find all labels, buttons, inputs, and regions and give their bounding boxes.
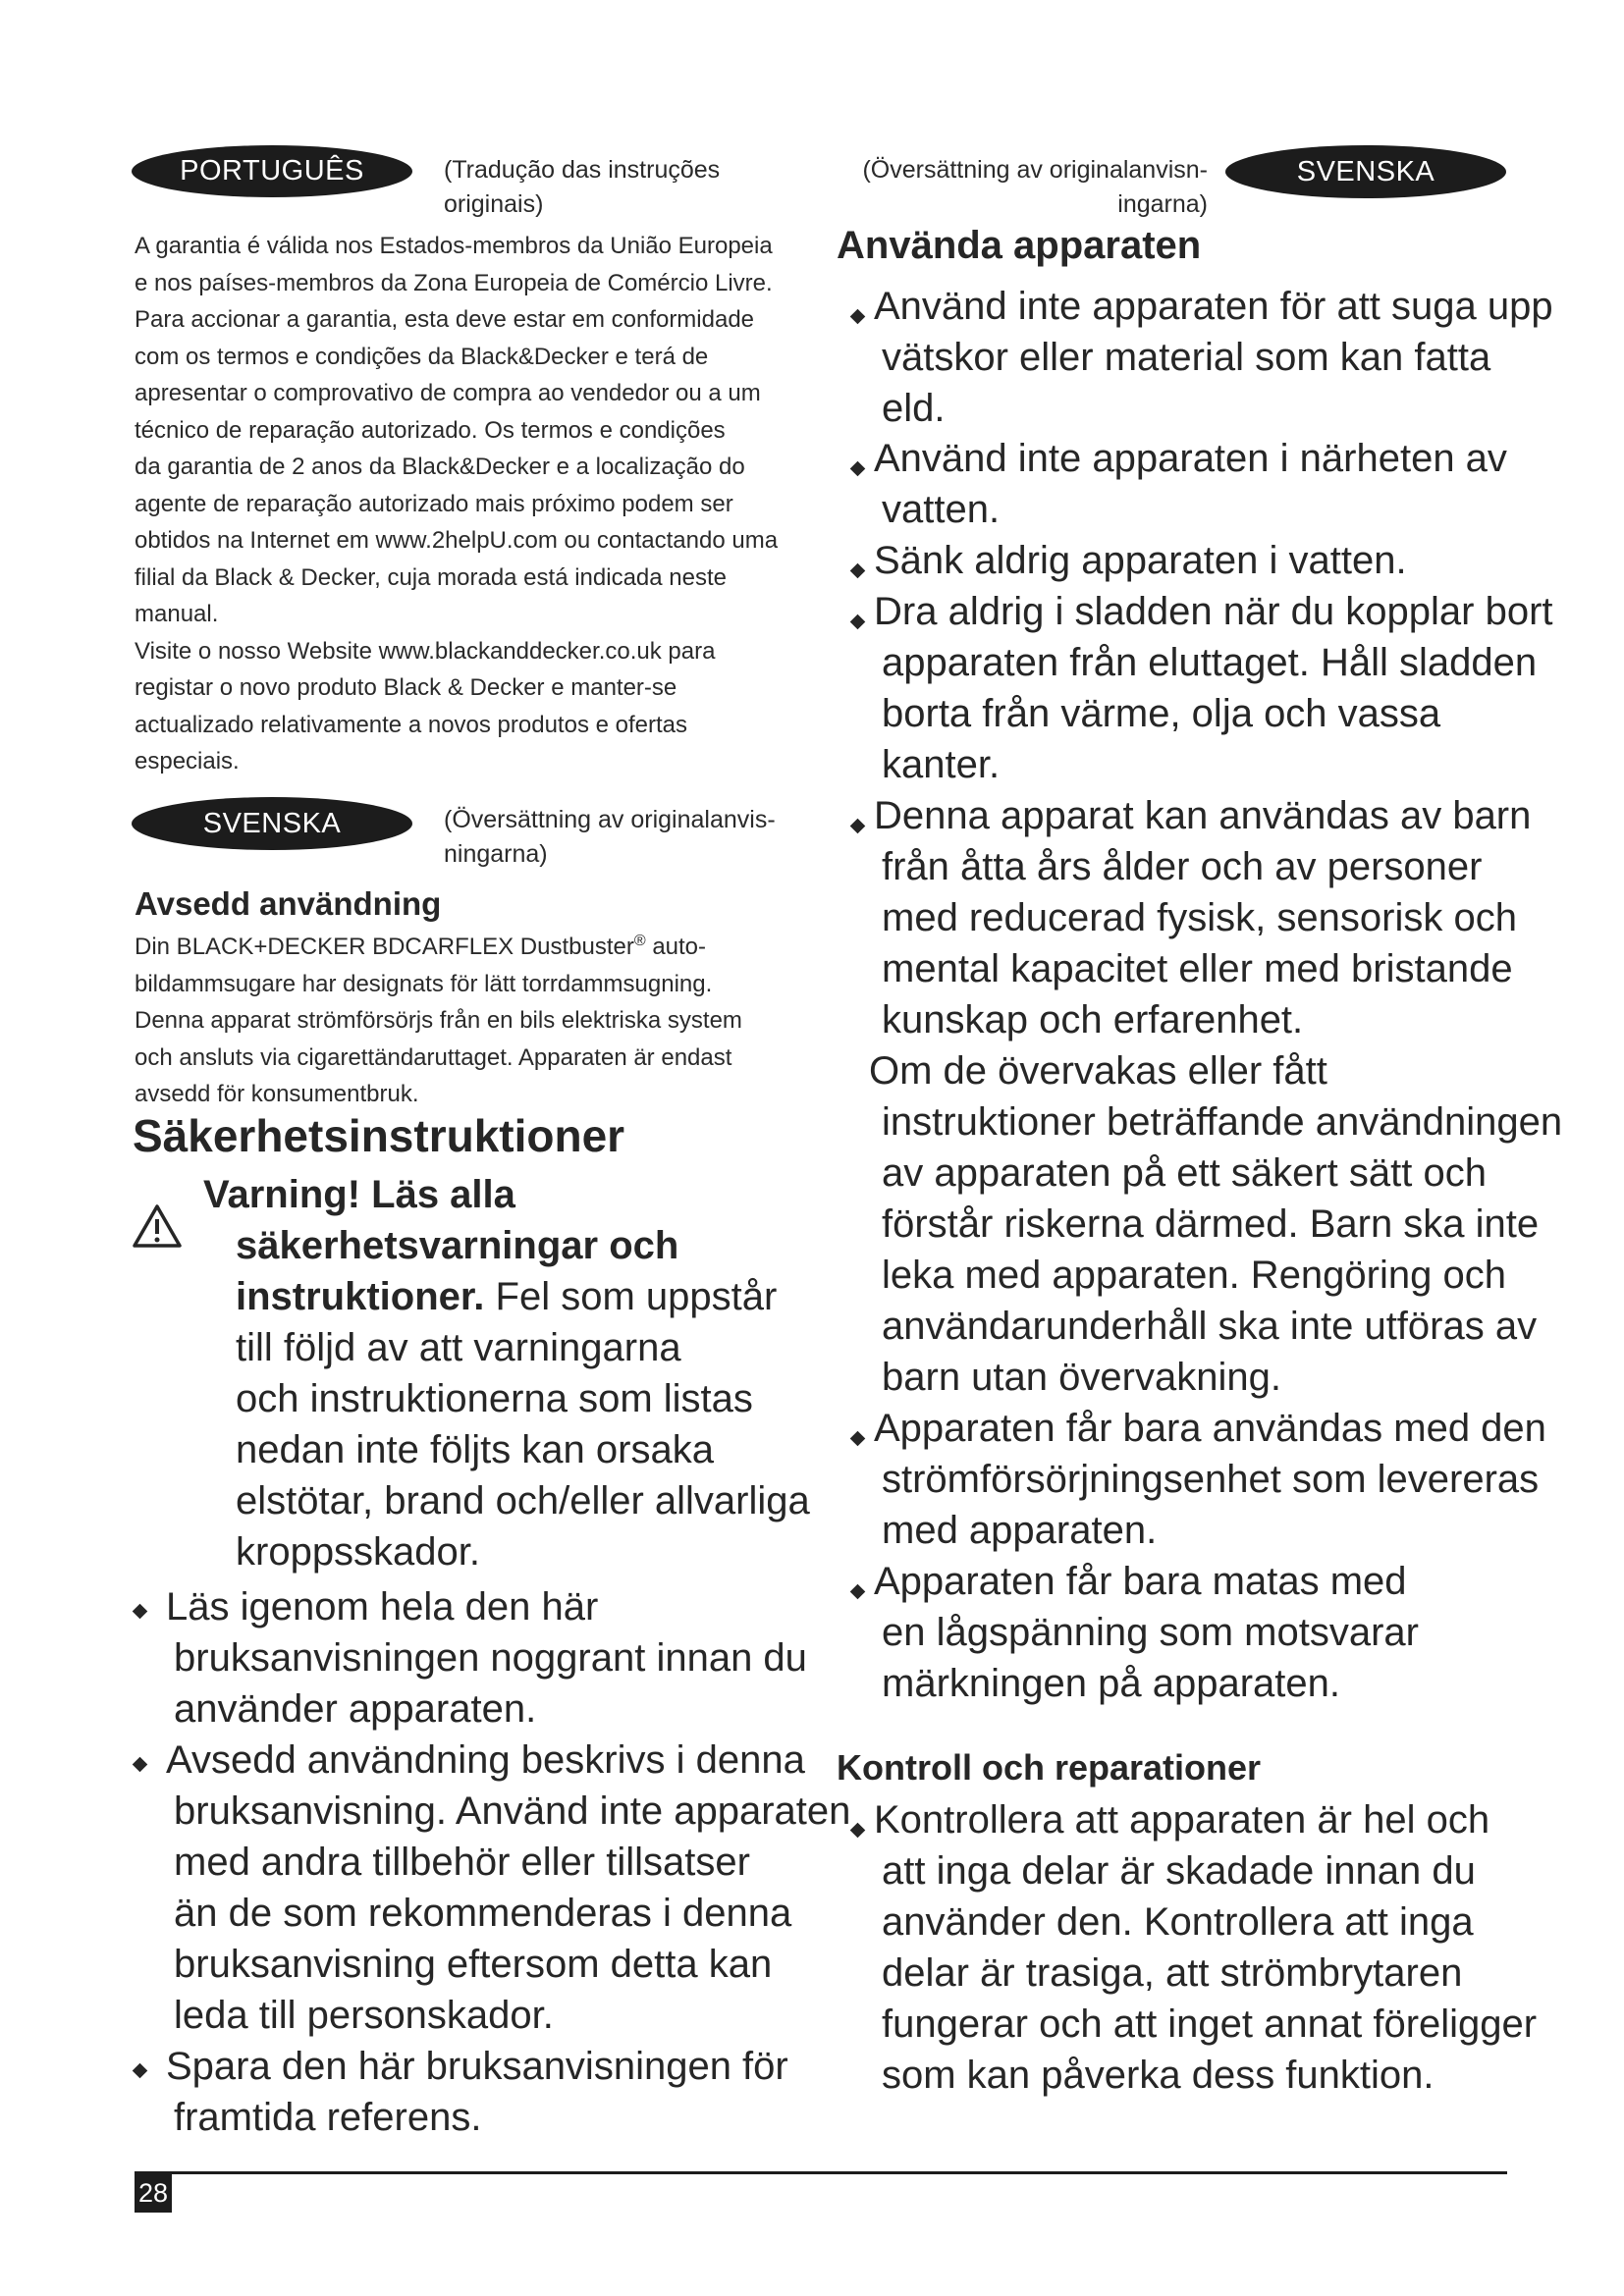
sv-translation-note-right: (Översättning av originalanvisn- ingarna)	[862, 156, 1208, 218]
left-bullet-3: Spara den här bruksanvisningen för framtida referens.	[166, 2045, 788, 2139]
check-repair-heading: Kontroll och reparationer	[837, 1747, 1262, 1788]
bullet-marker	[133, 2063, 148, 2079]
supervision-paragraph: Om de övervakas eller fått instruktioner beträffande användningen av apparaten på ett säkert sätt och förstår riskerna därmed. Barn ska inte leka med apparaten. Rengöring och användarunderhåll ska inte utföras av barn utan övervakning.	[869, 1049, 1563, 1399]
svenska-badge-right: SVENSKA	[1225, 145, 1506, 198]
right-bullet-7: Apparaten får bara matas med en lågspänning som motsvarar märkningen på apparaten.	[874, 1560, 1419, 1705]
portugues-badge: PORTUGUÊS	[132, 145, 412, 197]
right-bullet-4: Dra aldrig i sladden när du kopplar bort apparaten från eluttaget. Håll sladden borta från värme, olja och vassa kanter.	[874, 590, 1553, 786]
warning-line-1: Varning! Läs alla	[203, 1173, 515, 1216]
right-bullet-1: Använd inte apparaten för att suga upp vätskor eller material som kan fatta eld.	[874, 285, 1553, 430]
pt-warranty-paragraph: A garantia é válida nos Estados-membros da União Europeia e nos países-membros da Zona Europeia de Comércio Livre. Para accionar a garantia, esta deve estar em conformidade com os termos e condições da Black&Decker e terá de apresentar o comprovativo de compra ao vendedor ou a um técnico de reparação autorizado. Os termos e condições da garantia de 2 anos da Black&Decker e a localização do agente de reparação autorizado mais próximo podem ser obtidos na Internet em www.2helpU.com ou contactando uma filial da Black & Decker, cuja morada está indicada neste manual. Visite o nosso Website www.blackanddecker.co.uk para registar o novo produto Black & Decker e manter-se actualizado relativamente a novos produtos e ofertas especiais.	[135, 233, 779, 774]
svenska-badge-left: SVENSKA	[132, 797, 412, 850]
right-bullet-2: Använd inte apparaten i närheten av vatten.	[874, 437, 1507, 531]
bullet-marker	[850, 309, 866, 325]
footer-rule	[135, 2171, 1507, 2174]
bullet-marker	[850, 819, 866, 834]
bullet-marker	[850, 1823, 866, 1839]
intended-use-text: Din BLACK+DECKER BDCARFLEX Dustbuster® auto- bildammsugare har designats för lätt torrdammsugning. Denna apparat strömförsörjs från en bils elektriska system och ansluts via cigarettändaruttaget. Apparaten är endast avsedd för konsumentbruk.	[135, 933, 742, 1107]
bullet-marker	[850, 1431, 866, 1447]
warning-triangle-icon	[132, 1203, 183, 1249]
safety-instructions-heading: Säkerhetsinstruktioner	[133, 1110, 625, 1161]
sv-translation-note-left: (Översättning av originalanvis- ningarna)	[444, 806, 776, 868]
right-bullet-6: Apparaten får bara användas med den strömförsörjningsenhet som levereras med apparaten.	[874, 1407, 1546, 1552]
intended-use-heading: Avsedd användning	[135, 885, 442, 922]
bullet-marker	[133, 1604, 148, 1620]
bullet-marker	[850, 1584, 866, 1600]
page-number: 28	[135, 2173, 172, 2213]
right-bullet-8: Kontrollera att apparaten är hel och att inga delar är skadade innan du använder den. Kontrollera att inga delar är trasiga, att strömbrytaren fungerar och att inget annat föreligger som kan påverka dess funktion.	[874, 1798, 1538, 2097]
right-bullet-3: Sänk aldrig apparaten i vatten.	[874, 539, 1407, 582]
bullet-marker	[133, 1757, 148, 1773]
bullet-marker	[850, 614, 866, 630]
bullet-marker	[850, 563, 866, 579]
right-bullet-5: Denna apparat kan användas av barn från åtta års ålder och av personer med reducerad fysisk, sensorisk och mental kapacitet eller med bristande kunskap och erfarenhet.	[874, 794, 1532, 1041]
warning-block: säkerhetsvarningar och instruktioner. Fel som uppstår till följd av att varningarna och instruktionerna som listas nedan inte följts kan orsaka elstötar, brand och/eller allvarliga kroppsskador.	[236, 1224, 810, 1574]
bullet-marker	[850, 461, 866, 477]
use-appliance-heading: Använda apparaten	[837, 224, 1202, 267]
left-bullet-1: Läs igenom hela den här bruksanvisningen noggrant innan du använder apparaten.	[166, 1585, 807, 1731]
left-bullet-2: Avsedd användning beskrivs i denna bruksanvisning. Använd inte apparaten med andra tillbehör eller tillsatser än de som rekommenderas i denna bruksanvisning eftersom detta kan leda till personskador.	[166, 1738, 851, 2037]
pt-translation-note: (Tradução das instruções originais)	[444, 156, 721, 218]
